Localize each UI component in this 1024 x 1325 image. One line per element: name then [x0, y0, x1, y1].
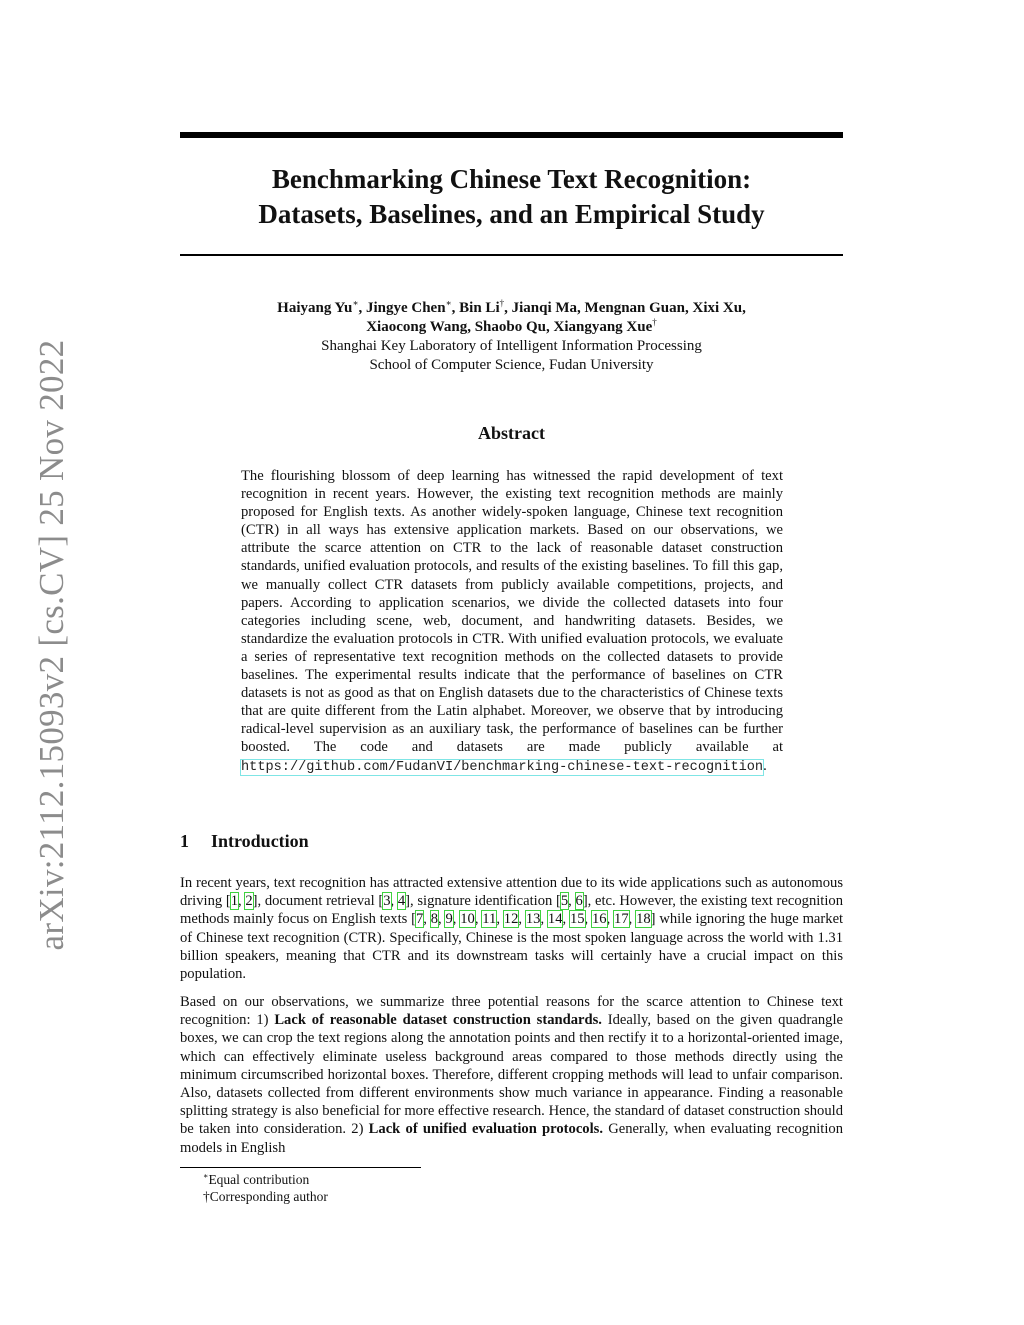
footnote-rule: [180, 1167, 421, 1168]
bold-phrase: Lack of unified evaluation protocols.: [368, 1121, 603, 1138]
abstract-text: The flourishing blossom of deep learning has witnessed the rapid development of text recognition in recent years. However, the existing text recognition methods are mainly proposed for English texts. As another widely-spoken language, Chinese text recognition (CTR) in all ways has extensive application markets. Based on our observations, we attribute the scarce attention on CTR to the lack of reasonable dataset construction standards, unified evaluation protocols, and results of the existing baselines. To fill this gap, we manually collect CTR datasets from publicly available competitions, projects, and papers. According to application scenarios, we divide the collected datasets into four categories including scene, web, document, and handwriting datasets. Besides, we standardize the evaluation protocols in CTR. With unified evaluation protocols, we evaluate a series of representative text recognition methods on the collected datasets to provide baselines. The experimental results indicate that the performance of baselines on CTR datasets is not as good as that on English datasets due to the characteristics of Chinese texts that are quite different from the Latin alphabet. Moreover, we observe that by introducing radical-level supervision as an auxiliary task, the performance of baselines can be further boosted. The code and datasets are made publicly available at: [241, 468, 783, 756]
citation-link[interactable]: 5: [560, 893, 569, 910]
section-number: 1: [180, 831, 189, 851]
author-block: [180, 299, 843, 375]
arxiv-identifier: arXiv:2112.15093v2 [cs.CV] 25 Nov 2022: [32, 339, 71, 951]
citation-link[interactable]: 6: [575, 893, 583, 910]
affiliation-school: School of Computer Science, Fudan University: [369, 357, 654, 373]
author-name: Haiyang Yu: [277, 300, 353, 316]
paragraph-text: In recent years, text recognition has attracted extensive attention due to its wide applications such as autonomous driving [: [180, 875, 843, 910]
title-line-1: Benchmarking Chinese Text Recognition:: [271, 164, 752, 194]
paragraph-text: ], signature identification [: [405, 893, 561, 910]
citation-link[interactable]: 3: [383, 893, 391, 910]
citation-link[interactable]: 2: [245, 893, 253, 910]
paper-title: [180, 162, 843, 232]
abstract-end: .: [763, 757, 767, 774]
footnote-text: Equal contribution: [208, 1172, 310, 1187]
footnotes: [203, 1171, 328, 1205]
section-heading-introduction: [180, 831, 309, 852]
citation-link[interactable]: 10: [460, 911, 475, 928]
author-names: Xiaocong Wang, Shaobo Qu, Xiangyang Xue: [366, 319, 653, 335]
citation-link[interactable]: 14: [547, 911, 563, 928]
citation-link[interactable]: 9: [445, 911, 453, 928]
citation-separator: ,: [568, 893, 576, 910]
title-rule-bottom: [180, 254, 843, 256]
citation-link[interactable]: 7: [415, 911, 424, 928]
footnote-equal-contribution: [203, 1171, 328, 1188]
author-list-line-1: [180, 299, 843, 318]
footnote-corresponding-author: †Corresponding author: [203, 1189, 328, 1204]
corresponding-author-mark: †: [499, 298, 505, 308]
paragraph-text: ], etc. However, the existing text recognition methods mainly focus on English texts [: [180, 893, 844, 928]
author-name: , Bin Li: [451, 300, 500, 316]
citation-separator: ,: [238, 893, 246, 910]
title-line-2: Datasets, Baselines, and an Empirical Study: [258, 199, 765, 229]
bold-phrase: Lack of reasonable dataset construction standards.: [274, 1012, 602, 1029]
code-repository-link[interactable]: https://github.com/FudanVI/benchmarking-chinese-text-recognition: [241, 759, 764, 775]
equal-contribution-mark: ∗: [445, 298, 452, 308]
citation-link[interactable]: 17: [614, 911, 629, 928]
title-rule-top: [180, 132, 843, 138]
citation-link[interactable]: 13: [525, 911, 541, 928]
paragraph-text: Generally, when evaluating recognition models in English: [180, 1121, 844, 1156]
author-list-line-2: [180, 318, 843, 337]
citation-link[interactable]: 16: [591, 911, 607, 928]
section-title: Introduction: [211, 831, 309, 851]
citation-link[interactable]: 12: [503, 911, 519, 928]
affiliation-lab: Shanghai Key Laboratory of Intelligent Information Processing: [321, 338, 702, 354]
equal-contribution-mark: ∗: [352, 298, 359, 308]
author-names: , Jianqi Ma, Mengnan Guan, Xixi Xu,: [504, 300, 746, 316]
citation-link[interactable]: 11: [482, 911, 497, 928]
citation-link[interactable]: 1: [230, 893, 238, 910]
paragraph-text: ] while ignoring the huge market of Chinese text recognition (CTR). Specifically, Chinese is the most spoken language across the world with 1.31 billion speakers, meaning that CTR and its downstream tasks will certainly have a crucial impact on this population.: [180, 911, 844, 983]
abstract-heading: Abstract: [478, 423, 545, 443]
citation-link[interactable]: 18: [636, 911, 651, 928]
author-name: , Jingye Chen: [358, 300, 446, 316]
corresponding-author-mark: †: [652, 317, 657, 327]
paragraph-text: Ideally, based on the given quadrangle boxes, we can crop the text regions along the annotation points and then rectify it to a horizontal-oriented image, which can effectively eliminate useless background areas compared to those methods directly using the minimum circumscribed horizontal boxes. Therefore, different cropping methods will lead to unfair comparison. Also, datasets collected from different environments show much variance in appearance. Finding a reasonable splitting strategy is also beneficial for more effective research. Hence, the standard of dataset construction should be taken into consideration. 2): [180, 1012, 843, 1138]
paragraph-text: ], document retrieval [: [252, 893, 384, 910]
intro-paragraph-1: In recent years, text recognition has attracted extensive attention due to its wide applications such as autonomous driving [1, 2], document retrieval [3, 4], signature identification [5, 6], etc. However, the existing text recognition methods mainly focus on English texts [7, 8, 9, 10, 11, 12, 13, 14, 15, 16, 17, 18] while ignoring the huge market of Chinese text recognition (CTR). Specifically, Chinese is the most spoken language across the world with 1.31 billion speakers, meaning that CTR and its downstream tasks will certainly have a crucial impact on this population.: [180, 875, 844, 983]
footnote-mark: ∗: [203, 1171, 209, 1181]
citation-link[interactable]: 8: [430, 911, 439, 928]
intro-paragraph-2: [180, 993, 843, 1157]
paragraph-text: Based on our observations, we summarize three potential reasons for the scarce attention to Chinese text recognition: 1): [180, 994, 843, 1029]
citation-link[interactable]: 15: [569, 911, 585, 928]
citation-link[interactable]: 4: [397, 893, 406, 910]
abstract-body: [241, 467, 783, 777]
citation-separator: ,: [390, 893, 398, 910]
